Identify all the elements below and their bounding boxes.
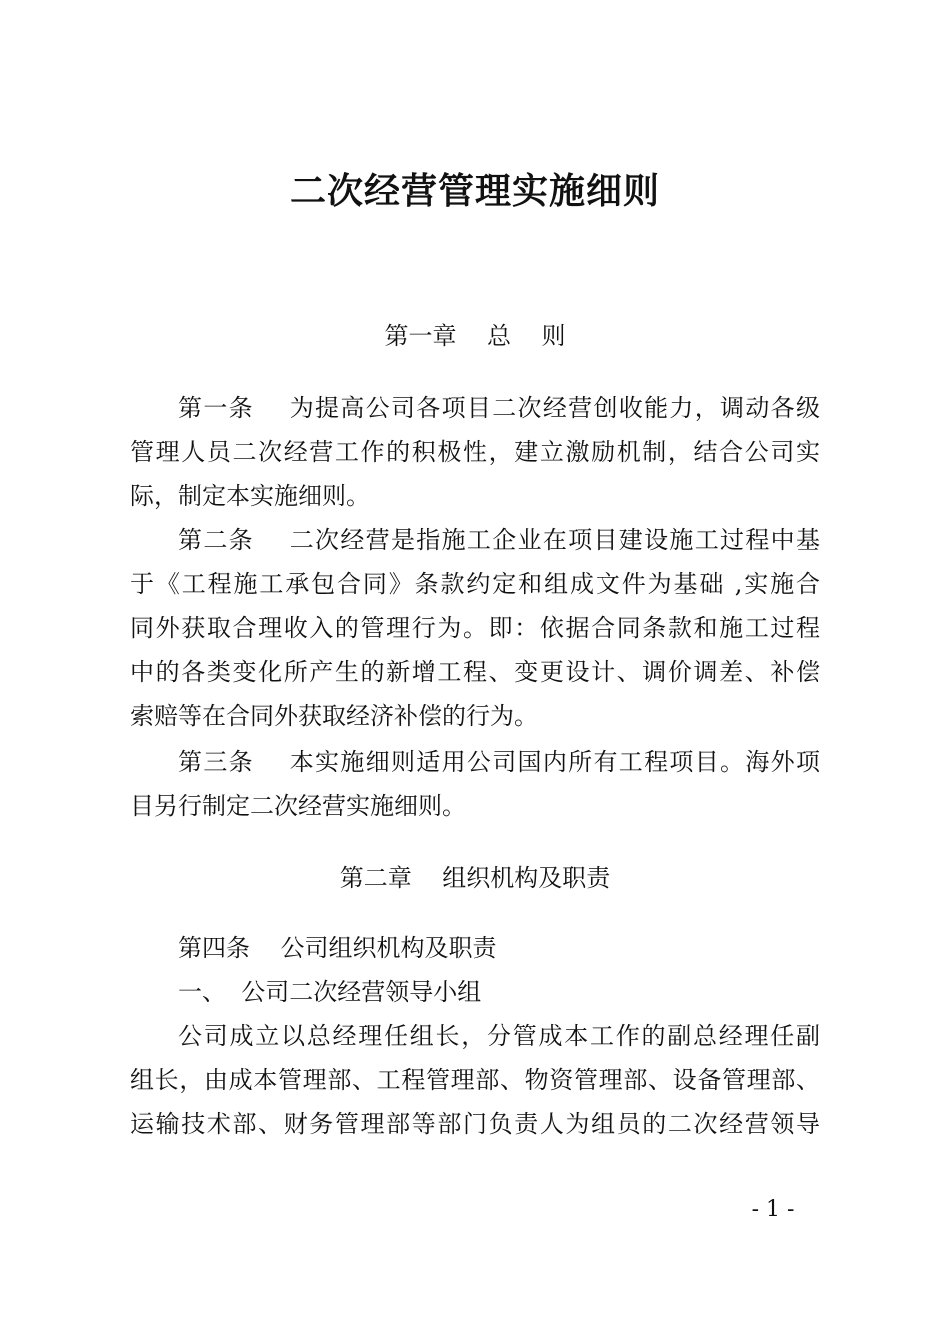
article-2-line-3: 同外获取合理收入的管理行为。即：依据合同条款和施工过程 — [130, 614, 820, 642]
section-1-line-3: 运输技术部、财务管理部等部门负责人为组员的二次经营领导 — [130, 1110, 820, 1138]
article-4-heading: 第四条 公司组织机构及职责 — [178, 934, 497, 962]
article-1-line-2: 管理人员二次经营工作的积极性，建立激励机制，结合公司实 — [130, 438, 820, 466]
section-1-line-1: 公司成立以总经理任组长，分管成本工作的副总经理任副 — [178, 1022, 820, 1050]
article-3-line-2: 目另行制定二次经营实施细则。 — [130, 792, 466, 820]
section-1-line-2: 组长，由成本管理部、工程管理部、物资管理部、设备管理部、 — [130, 1066, 820, 1094]
article-2-line-1: 第二条 二次经营是指施工企业在项目建设施工过程中基 — [178, 526, 820, 554]
page-number: - 1 - — [751, 1197, 795, 1222]
chapter-heading-2: 第二章 组织机构及职责 — [339, 864, 611, 892]
article-2-line-2: 于《工程施工承包合同》条款约定和组成文件为基础 ,实施合 — [130, 570, 820, 598]
article-3-line-1: 第三条 本实施细则适用公司国内所有工程项目。海外项 — [178, 748, 820, 776]
document-title: 二次经营管理实施细则 — [289, 171, 660, 212]
article-2-line-4: 中的各类变化所产生的新增工程、变更设计、调价调差、补偿 — [130, 658, 820, 686]
chapter-heading-1: 第一章 总 则 — [384, 322, 566, 350]
section-1-heading: 一、 公司二次经营领导小组 — [178, 978, 482, 1006]
article-1-line-3: 际，制定本实施细则。 — [130, 482, 370, 510]
article-2-line-5: 索赔等在合同外获取经济补偿的行为。 — [130, 702, 538, 730]
article-1-line-1: 第一条 为提高公司各项目二次经营创收能力，调动各级 — [178, 394, 820, 422]
